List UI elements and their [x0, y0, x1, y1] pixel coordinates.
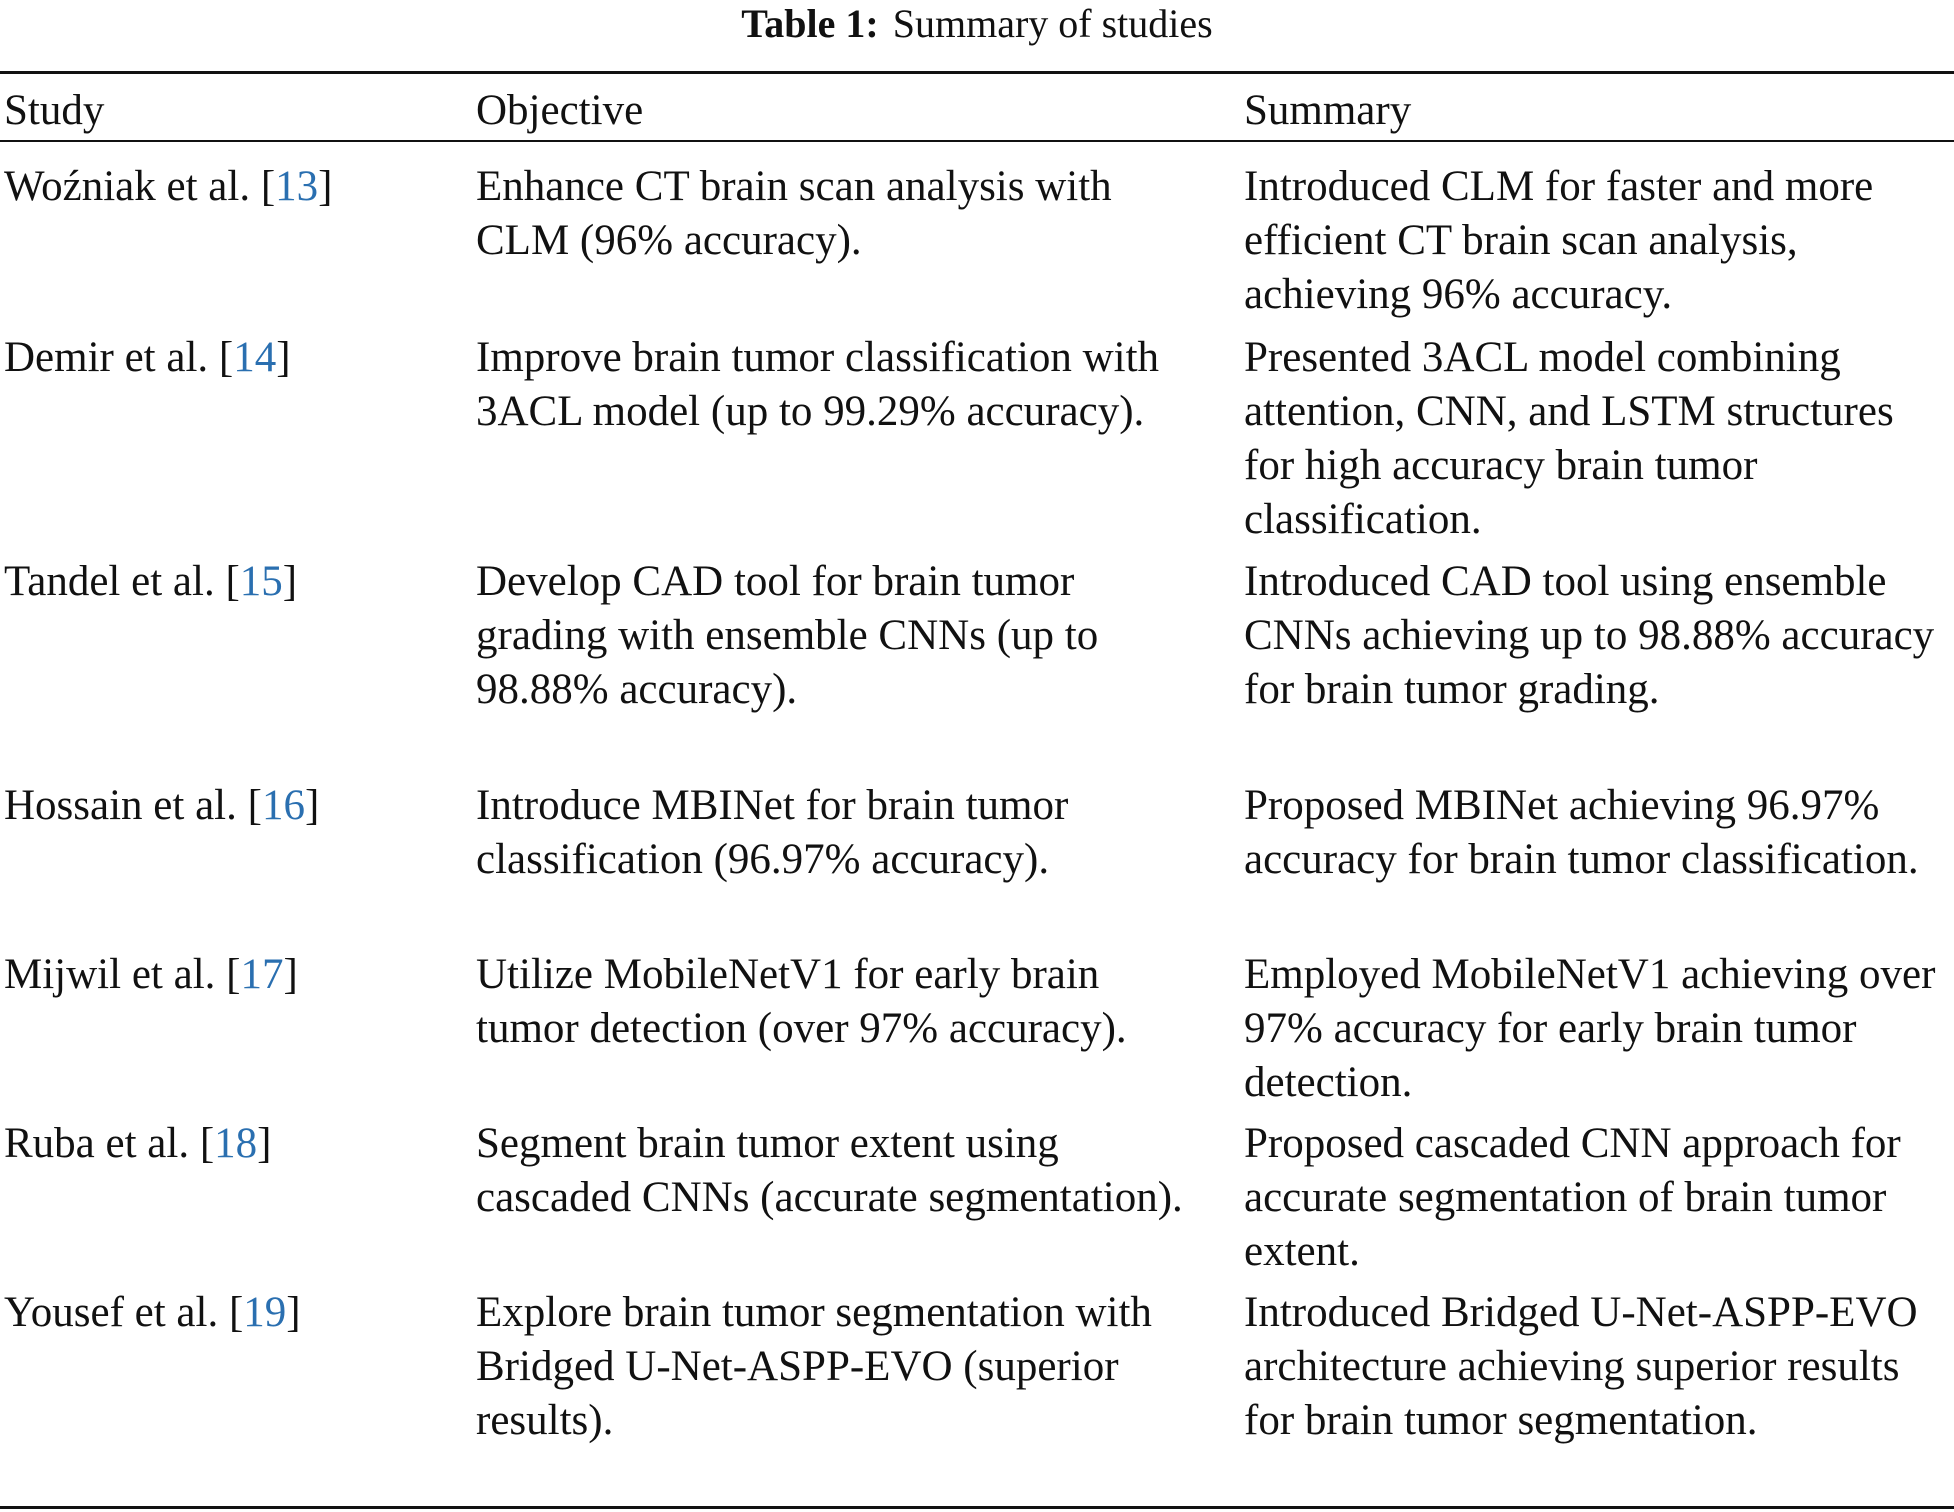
summary-cell: Employed MobileNetV1 achieving over 97% accuracy for early brain tumor detection.: [1244, 951, 1936, 1106]
objective-cell: Explore brain tumor segmentation with Bridged U-Net-ASPP-EVO (superior results).: [476, 1289, 1152, 1444]
header-study: Study: [4, 87, 105, 134]
study-cell: Yousef et al. [19]: [4, 1289, 301, 1336]
objective-cell: Segment brain tumor extent using cascaded CNNs (accurate segmentation).: [476, 1120, 1183, 1221]
summary-cell: Introduced Bridged U-Net-ASPP-EVO architecture achieving superior results for brain tumor segmentation.: [1244, 1289, 1918, 1444]
citation-link[interactable]: 15: [239, 558, 283, 605]
objective-cell: Introduce MBINet for brain tumor classification (96.97% accuracy).: [476, 782, 1069, 883]
summary-cell: Presented 3ACL model combining attention, CNN, and LSTM structures for high accuracy brain tumor classification.: [1244, 334, 1894, 543]
summary-cell: Proposed MBINet achieving 96.97% accuracy for brain tumor classification.: [1244, 782, 1919, 883]
citation-link[interactable]: 17: [240, 951, 284, 998]
header-objective: Objective: [476, 87, 644, 134]
table-title: Summary of studies: [892, 1, 1213, 46]
study-cell: Tandel et al. [15]: [4, 558, 298, 605]
objective-cell: Develop CAD tool for brain tumor grading with ensemble CNNs (up to 98.88% accuracy).: [476, 558, 1099, 713]
study-cell: Demir et al. [14]: [4, 334, 291, 381]
study-cell: Mijwil et al. [17]: [4, 951, 298, 998]
citation-link[interactable]: 18: [214, 1120, 258, 1167]
objective-cell: Enhance CT brain scan analysis with CLM (96% accuracy).: [476, 163, 1112, 264]
header-summary: Summary: [1244, 87, 1412, 134]
summary-cell: Proposed cascaded CNN approach for accurate segmentation of brain tumor extent.: [1244, 1120, 1901, 1275]
objective-cell: Utilize MobileNetV1 for early brain tumor detection (over 97% accuracy).: [476, 951, 1127, 1052]
summary-cell: Introduced CAD tool using ensemble CNNs achieving up to 98.88% accuracy for brain tumor grading.: [1244, 558, 1935, 713]
citation-link[interactable]: 19: [243, 1289, 287, 1336]
study-cell: Ruba et al. [18]: [4, 1120, 272, 1167]
study-cell: Woźniak et al. [13]: [4, 163, 333, 210]
objective-cell: Improve brain tumor classification with 3ACL model (up to 99.29% accuracy).: [476, 334, 1160, 435]
study-cell: Hossain et al. [16]: [4, 782, 320, 829]
citation-link[interactable]: 14: [233, 334, 277, 381]
summary-cell: Introduced CLM for faster and more efficient CT brain scan analysis, achieving 96% accuracy.: [1244, 163, 1874, 318]
table-label: Table 1:: [741, 1, 879, 46]
citation-link[interactable]: 16: [261, 782, 305, 829]
citation-link[interactable]: 13: [275, 163, 319, 210]
